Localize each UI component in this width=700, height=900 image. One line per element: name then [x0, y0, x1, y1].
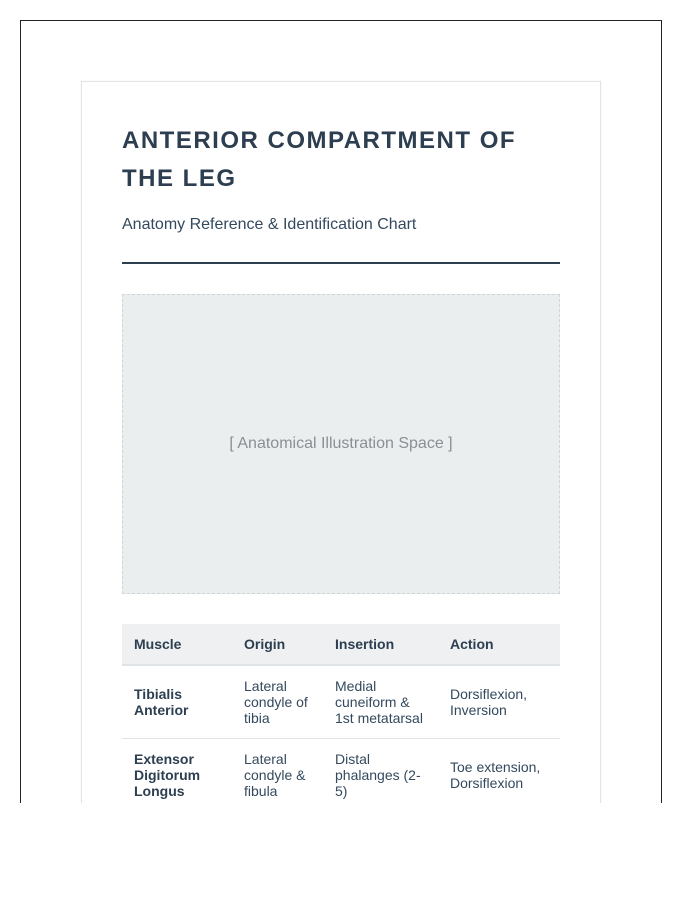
table-header-row: [122, 624, 560, 665]
page-title: ANTERIOR COMPARTMENT OF THE LEG: [122, 127, 517, 192]
cell-action: Toe extension, Dorsiflexion: [438, 739, 560, 804]
header-insertion: Insertion: [323, 624, 438, 665]
muscle-table: [122, 624, 560, 803]
title-divider: [122, 262, 560, 264]
page-frame: [20, 20, 662, 803]
illustration-placeholder-text: [ Anatomical Illustration Space ]: [229, 435, 453, 452]
cell-muscle: Extensor Digitorum Longus: [122, 739, 232, 804]
table-row: [122, 665, 560, 739]
cell-muscle: Tibialis Anterior: [122, 665, 232, 739]
header-action: Action: [438, 624, 560, 665]
cell-insertion: Medial cuneiform & 1st metatarsal: [323, 665, 438, 739]
cell-insertion: Distal phalanges (2-5): [323, 739, 438, 804]
page-subtitle: Anatomy Reference & Identification Chart: [122, 216, 417, 233]
cell-origin: Lateral condyle of tibia: [232, 665, 323, 739]
illustration-placeholder: [122, 294, 560, 594]
header-origin: Origin: [232, 624, 323, 665]
cell-action: Dorsiflexion, Inversion: [438, 665, 560, 739]
card-content: [122, 122, 560, 803]
cell-origin: Lateral condyle & fibula: [232, 739, 323, 804]
table-row: [122, 739, 560, 804]
reference-card: [81, 81, 601, 803]
header-muscle: Muscle: [122, 624, 232, 665]
